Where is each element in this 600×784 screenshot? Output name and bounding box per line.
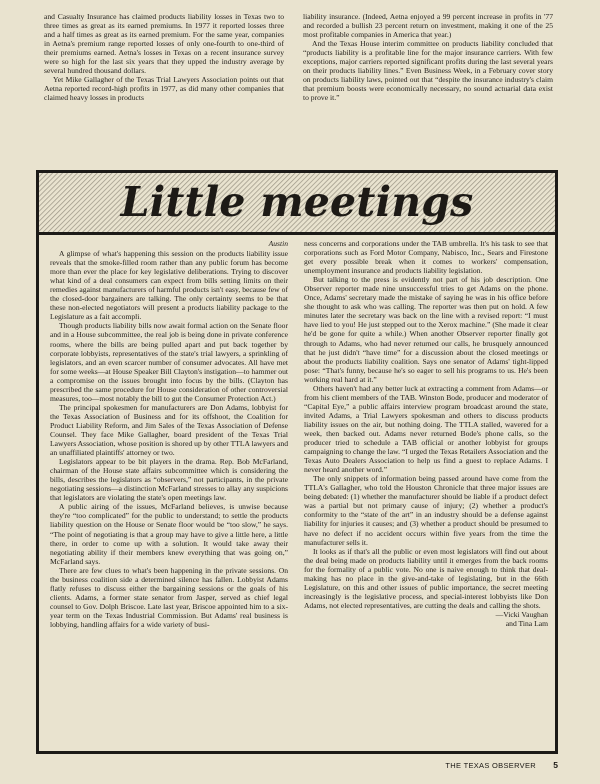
paragraph: And the Texas House interim committee on products liability concluded that “products liability is a profitable line for the major insurance carriers. With few exceptions, major carriers reported significant profits during the last several years on their products liability lines.” Even Business Week, in a February cover story on products liability laws, pointed out that “despite the insurance industry's claim that premium boosts were economically necessary, no sound actuarial data exist to prove it.”: [303, 39, 553, 103]
paragraph: Others haven't had any better luck at extracting a comment from Adams—or from his client members of the TAB. Winston Bode, producer and moderator of “Capital Eye,” a public affairs interview program broadcast around the state, invited Adams, a Trial Lawyers spokesman and others to discuss products liability issues on the air, but nothing doing. The TTLA stalled, wavered for a week, then backed out. Adams never returned Bode's phone calls, so the producer tried to schedule a TAB official or another lobbyist for groups campaigning to change the law. “I urged the Texas Retailers Association and the Texas Auto Dealers Association to help us find a guest to replace Adams. I never heard another word.”: [304, 383, 548, 475]
byline: —Vicki Vaughan: [495, 609, 548, 619]
paragraph: liability insurance. (Indeed, Aetna enjoyed a 99 percent increase in profits in '77 and recorded a bullish 23 percent return on investment, making it one of the 25 most profitable companies in America that year.): [303, 12, 553, 40]
paragraph: Legislators appear to be bit players in the drama. Rep. Bob McFarland, chairman of the House state affairs subcommittee which is considering the bills, describes the legislators as “observers,” not participants, in the private negotiating sessions—a distinction McFarland stresses to allay any suspicions that legislators are violating the state's open meetings law.: [50, 457, 288, 503]
paragraph: Yet Mike Gallagher of the Texas Trial Lawyers Association points out that Aetna reported record-high profits in 1977, as did many other companies that claimed heavy losses in products: [44, 75, 284, 103]
paragraph: ness concerns and corporations under the TAB umbrella. It's his task to see that corporations such as Ford Motor Company, Nabisco, Inc., Sears and Firestone get every possible break when it comes to workers' compensation, unemployment insurance and products liability legislation.: [304, 239, 548, 276]
article-title: Little meetings: [120, 178, 474, 226]
top-right-column: [303, 12, 553, 102]
paragraph: A glimpse of what's happening this session on the products liability issue reveals that the smoke-filled room rather than any public forum has become more than ever the place for key legislative deliberations. Trying to discover what kind of a deal consumers can expect from bills setting limits on their remedies against manufacturers of harmful products isn't easy, because few of the closed-door bargainers are talking. The only certainty seems to be that these non-elected negotiators will present a products liability package to the Legislature as a fait accompli.: [50, 249, 288, 322]
paragraph: A public airing of the issues, McFarland believes, is unwise because they're “too complicated” for the public to understand; to settle the products liability question on the House or Senate floor would be “too slow,” he says. “The point of negotiating is that a group may have to give a little here, a little there, in order to come up with a solution. It would take away their negotiating ability if their members knew everything that was going on,” McFarland says.: [50, 502, 288, 566]
page-number: 5: [553, 760, 558, 770]
article-left-column: [50, 239, 288, 629]
paragraph: There are few clues to what's been happening in the private sessions. On the business coalition side a determined silence has fallen. Lobbyist Adams flatly refuses to discuss either the bargaining sessions or the goals of his clients. Adams, a former state senator from Jasper, served as chief legal counsel to Gov. Dolph Briscoe. Late last year, Briscoe appointed him to a six-year term on the Texas Industrial Commission. But Adams' real business is lobbying, handling affairs for a wide variety of busi-: [50, 565, 288, 629]
page-footer: [44, 761, 558, 773]
paragraph: The principal spokesmen for manufacturers are Don Adams, lobbyist for the Texas Association of Business and for its offshoot, the Coalition for Product Liability Reform, and Jim Sales of the Texas Association of Defense Counsel. They face Mike Gallagher, board president of the Texas Trial Lawyers Association, whose position is shored up by other TTLA lawyers and an unaffiliated plaintiffs' attorney or two.: [50, 402, 288, 458]
paragraph: But talking to the press is evidently not part of his job description. One Observer reporter made nine unsuccessful tries to get Adams on the phone. Once, Adams' secretary made the mistake of saying he was in his office before she thought to ask who was calling. The reporter was then put on hold. A few minutes later the secretary was back on the line with a revised report: “I must have lied to you! He just stepped out to the Xerox machine.” (She made it clear he'd be gone for quite a while.) When another Observer reporter finally got through to Adams, who had never returned our calls, he brusquely announced that he just didn't “have time” for a discussion about the closed meetings or about the products liability coalition. Says one senator of Adams' tight-lipped pose: “That's funny, because he's so eager to sell his programs to us. He's been working real hard at it.”: [304, 275, 548, 384]
paragraph: The only snippets of information being passed around have come from the TTLA's Gallagher, who told the Houston Chronicle that three major issues are being debated: (1) whether the manufacturer should be liable if a product defect was a partial but not primary cause of injury; (2) whether a product's conformity to the “state of the art” in an industry should be a defense against liability for injuries it causes; and (3) whether a product should be presumed to have no defect if no accident occurs within five years from the time the manufacturer sells it.: [304, 474, 548, 547]
paragraph: It looks as if that's all the public or even most legislators will find out about the deal being made on products liability until it emerges from the back rooms for the formality of a public vote. No one is naive enough to think that deal-making has no place in the give-and-take of legislating, but in the 66th Legislature, on this and other issues of public importance, the secret meeting increasingly is the legislative process, and special-interest lobbyists like Don Adams, not elected representatives, are cutting the deals and calling the shots.: [304, 546, 548, 610]
dateline: Austin: [268, 239, 288, 248]
article-right-column: [304, 239, 548, 628]
paragraph: and Casualty Insurance has claimed products liability losses in Texas two to three times as great as its earned premiums. In 1977 it reported losses three and a half times as great as its earned premium. For the same year, companies in Aetna's premium range reported losses of only one-fourth to one-third of their premiums earned. Aetna's losses in Texas on a recent insurance survey were so high for the last six years that they upped the industry average by several hundred thousand dollars.: [44, 12, 284, 76]
sidebar-article-box: [36, 170, 558, 754]
paragraph: Though products liability bills now await formal action on the Senate floor and in a House subcommittee, the real job is being done in private conference rooms, where the bills are being pulled apart and put back together by corporate lobbyists, representatives of the state's trial lawyers, a sprinkling of legislators, and an even scarcer number of consumer advocates. All have met for some weeks—at House Speaker Bill Clayton's instigation—to hammer out a compromise on the issues brought into focus by the bills. (Clayton has prescribed the same procedure for House consideration of other controversial measures, too—most notably the bill to gut the Consumer Protection Act.): [50, 321, 288, 403]
byline: and Tina Lam: [505, 618, 548, 628]
top-left-column: [44, 12, 284, 102]
title-banner: [39, 173, 555, 235]
publication-name: THE TEXAS OBSERVER: [445, 761, 536, 770]
